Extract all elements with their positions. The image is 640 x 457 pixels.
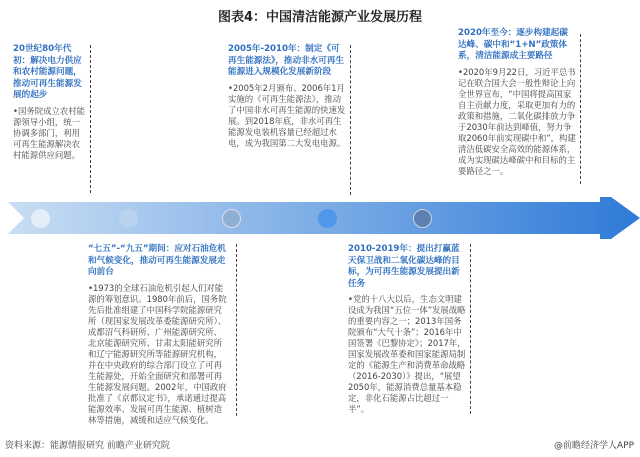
timeline-dot (31, 209, 50, 228)
divider (350, 45, 351, 195)
stage-body: •党的十八大以后，生态文明建设成为我国“五位一体”发展战略的重要内容之一；2013年国务院颁布“大气十条”；2016年中国签署《巴黎协定》；2017年，国家发展改革委和国家能源局制定的《能源生产和消费革命战略（2016-2030）》提出，“展望2050年，能源消费总量基本稳定，非化石能源占比超过一半”。 (348, 294, 466, 414)
timeline-dot (318, 209, 337, 228)
divider (470, 244, 471, 414)
stage-heading: 2010-2019年：提出打赢蓝天保卫战和二氧化碳达峰的目标，为可再生能源发展提出新任务 (348, 244, 460, 289)
stage-card-7th-9th-plan (88, 244, 230, 426)
stage-body: •2020年9月22日，习近平总书记在联合国大会一般性辩论上向全世界宣布，“中国将提高国家自主贡献力度，采取更加有力的政策和措施，二氧化碳排放力争于2030年前达到峰值，努力争取2060年前实现碳中和”，构建清洁低碳安全高效的能源体系，成为实现碳达峰碳中和目标的主要路径之一。 (458, 66, 576, 176)
stage-card-2005 (228, 44, 346, 149)
credit: @前瞻经济学人APP (553, 441, 634, 451)
timeline-dot (119, 209, 138, 228)
timeline-dot (413, 209, 432, 228)
chart-title: 图表4：中国清洁能源产业发展历程 (217, 10, 423, 25)
stage-body: •国务院成立农村能源领导小组，统一协调多部门，利用可再生能源解决农村能源供应问题。 (13, 105, 85, 160)
stage-heading: 2020年至今：逐步构建起碳达峰、碳中和“1+N”政策体系，清洁能源成主要路径 (458, 28, 568, 61)
timeline-dot (222, 209, 241, 228)
stage-card-2020 (458, 28, 576, 177)
stage-body: •2005年2月颁布、2006年1月实施的《可再生能源法》，推动了中国非水可再生能源的快速发展。到2018年底，非水可再生能源发电装机容量已经超过水电，成为我国第二大发电电源。 (228, 82, 346, 148)
stage-body: •1973的全球石油危机引起人们对能源的筹划意识。1980年前后，国务院先后批准组建了中国科学院能源研究所（现国家发展改革委能源研究所）、成都沼气科研所、广州能源研究所、北京能源研究所、甘肃太阳能研究所和辽宁能源研究所等能源研究机构，并在中央政府的综合部门设立了可再生能源处，开始全面研究和部署可再生能源发展问题。2002年，中国政府批准了《京都议定书》，承诺通过提高能源效率、发展可再生能源、植树造林等措施，减缓和适应气候变化。 (88, 282, 227, 425)
source-note: 资料来源：能源情报研究 前瞻产业研究院 (5, 441, 170, 451)
stage-card-1980s (13, 44, 88, 161)
divider (236, 244, 237, 416)
divider (580, 34, 581, 184)
stage-card-2010 (348, 244, 466, 415)
divider (90, 45, 91, 193)
stage-heading: 20世纪80年代初：解决电力供应和农村能源问题，推动可再生能源发展的起步 (13, 44, 82, 100)
stage-heading: 2005年-2010年：制定《可再生能源法》，推动非水可再生能源进入规模化发展新阶段 (228, 44, 345, 77)
stage-heading: “七五”-“九五”期间：应对石油危机和气候变化，推动可再生能源发展走向前台 (88, 244, 226, 277)
